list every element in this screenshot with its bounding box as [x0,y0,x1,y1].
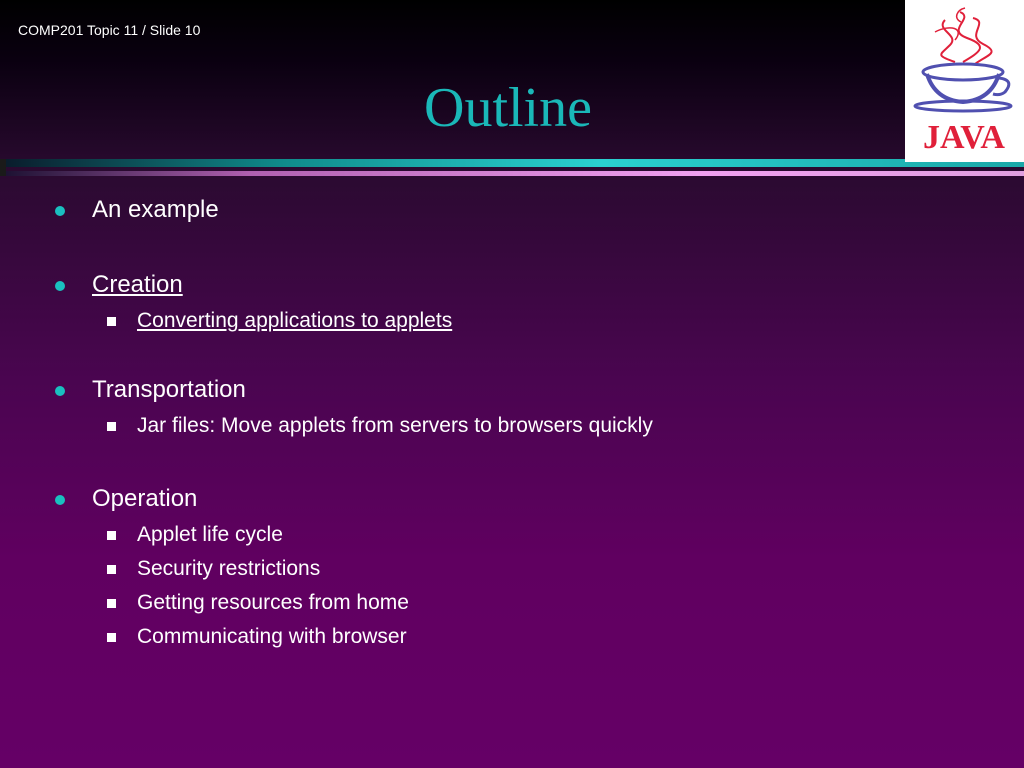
bullet-level2-icon [107,633,116,642]
bullet-level2-icon [107,531,116,540]
outline-subitem: Security restrictions [137,557,321,580]
bullet-level2-icon [107,422,116,431]
logo-text: JAVA [923,119,1005,156]
outline-subitem: Applet life cycle [137,523,283,546]
slide-header: COMP201 Topic 11 / Slide 10 [18,22,201,38]
outline-item-operation: Operation [92,485,198,512]
outline-subitem: Getting resources from home [137,591,409,614]
bullet-level2-icon [107,599,116,608]
bullet-level2-icon [107,565,116,574]
bullet-level1-icon [55,206,65,216]
bullet-level1-icon [55,386,65,396]
bullet-level1-icon [55,495,65,505]
outline-item-transportation: Transportation [92,376,246,403]
bullet-level1-icon [55,281,65,291]
outline-subitem[interactable]: Converting applications to applets [137,309,453,332]
slide-title: Outline [424,77,592,139]
outline-subitem: Jar files: Move applets from servers to browsers quickly [137,414,653,437]
bullet-level2-icon [107,317,116,326]
outline-subitem: Communicating with browser [137,625,407,648]
outline-item-an-example: An example [92,196,219,223]
outline-item-creation[interactable]: Creation [92,271,183,298]
